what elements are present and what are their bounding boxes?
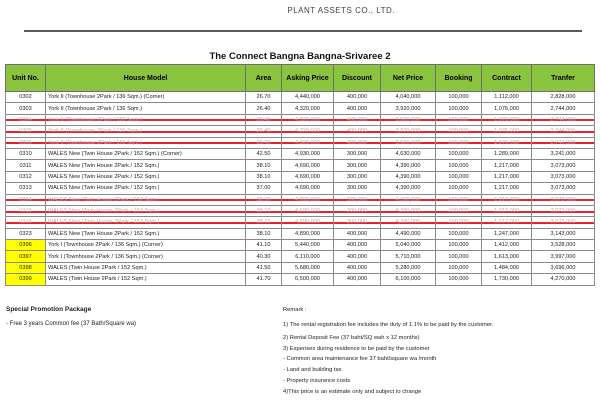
cell-discount: 300,000 — [334, 160, 381, 171]
cell-transfer: 3,997,000 — [532, 251, 595, 262]
table-row — [6, 274, 595, 285]
cell-discount: 400,000 — [334, 126, 381, 137]
cell-discount: 400,000 — [334, 114, 381, 125]
cell-contract: 1,217,000 — [482, 183, 532, 194]
remark-line: - Common area maintenance fee 37 baht/square wa /month — [283, 356, 437, 362]
col-house-model: House Model — [46, 65, 246, 92]
cell-discount: 300,000 — [334, 205, 381, 216]
cell-house-model: WALES New (Twin House 2Park / 152 Sqm.) (Corner) — [46, 148, 246, 159]
cell-asking-price: 4,690,000 — [282, 205, 334, 216]
table-row — [6, 251, 595, 262]
cell-asking-price: 4,690,000 — [282, 194, 334, 205]
remark-line: - Land and building tax — [283, 367, 342, 373]
cell-area: 41.70 — [246, 274, 282, 285]
cell-area: 26.70 — [246, 92, 282, 103]
cell-unit-no: 0316 — [6, 217, 46, 228]
cell-net-price: 3,920,000 — [381, 126, 436, 137]
cell-discount: 400,000 — [334, 228, 381, 239]
cell-net-price: 6,100,000 — [381, 274, 436, 285]
cell-house-model: WALES New (Twin House 2Park / 152 Sqm.) — [46, 228, 246, 239]
cell-transfer: 2,744,000 — [532, 103, 595, 114]
cell-asking-price: 4,930,000 — [282, 148, 334, 159]
col-transfer: Tranfer — [532, 65, 595, 92]
cell-asking-price: 6,110,000 — [282, 251, 334, 262]
cell-house-model: WALES New (Twin House 2Park / 152 Sqm.) — [46, 183, 246, 194]
col-asking-price: Asking Price — [282, 65, 334, 92]
cell-area: 37.00 — [246, 183, 282, 194]
remark-line: 3) Expenses during residence to be paid by the customer — [283, 346, 430, 352]
cell-transfer: 3,073,000 — [532, 183, 595, 194]
cell-asking-price: 4,690,000 — [282, 217, 334, 228]
company-name: PLANT ASSETS CO., LTD. — [287, 6, 395, 15]
cell-booking: 100,000 — [436, 126, 482, 137]
col-discount: Discount — [334, 65, 381, 92]
cell-contract: 1,217,000 — [482, 171, 532, 182]
cell-booking: 100,000 — [436, 194, 482, 205]
col-booking: Booking — [436, 65, 482, 92]
table-row — [6, 92, 595, 103]
cell-discount: 400,000 — [334, 103, 381, 114]
cell-area: 38.10 — [246, 205, 282, 216]
cell-booking: 100,000 — [436, 274, 482, 285]
cell-contract: 1,412,000 — [482, 240, 532, 251]
table-row — [6, 228, 595, 239]
cell-area: 42.50 — [246, 148, 282, 159]
table-row — [6, 160, 595, 171]
cell-discount: 300,000 — [334, 148, 381, 159]
cell-net-price: 5,040,000 — [381, 240, 436, 251]
cell-net-price: 5,710,000 — [381, 251, 436, 262]
cell-contract: 1,484,000 — [482, 262, 532, 273]
cell-asking-price: 4,690,000 — [282, 171, 334, 182]
cell-asking-price: 4,890,000 — [282, 228, 334, 239]
cell-unit-no: 0313 — [6, 183, 46, 194]
cell-net-price: 4,630,000 — [381, 148, 436, 159]
cell-house-model: WALES (Twin House 2Park / 152 Sqm.) — [46, 274, 246, 285]
cell-transfer: 2,744,000 — [532, 114, 595, 125]
cell-asking-price: 4,320,000 — [282, 137, 334, 148]
cell-asking-price: 4,320,000 — [282, 103, 334, 114]
table-header-row — [6, 65, 595, 92]
cell-booking: 100,000 — [436, 240, 482, 251]
cell-house-model: WALES New (Twin House 2Park / 152 Sqm.) — [46, 160, 246, 171]
cell-house-model: WALES New (Twin House 2Park / 152 Sqm.) — [46, 217, 246, 228]
remark-line: 2) Rental Deposit Fee (37 baht/SQ wah x 12 months) — [283, 335, 420, 341]
cell-booking: 100,000 — [436, 160, 482, 171]
cell-contract: 1,217,000 — [482, 160, 532, 171]
cell-transfer: 3,528,000 — [532, 240, 595, 251]
cell-booking: 100,000 — [436, 148, 482, 159]
cell-asking-price: 4,440,000 — [282, 92, 334, 103]
cell-house-model: York II (Townhouse 2Park / 136 Sqm.) — [46, 126, 246, 137]
cell-contract: 1,076,000 — [482, 126, 532, 137]
col-unit-no: Unit No. — [6, 65, 46, 92]
units-table — [5, 64, 595, 286]
cell-booking: 100,000 — [436, 217, 482, 228]
cell-unit-no: 0312 — [6, 171, 46, 182]
cell-asking-price: 4,690,000 — [282, 160, 334, 171]
col-net-price: Net Price — [381, 65, 436, 92]
cell-contract: 1,076,000 — [482, 103, 532, 114]
cell-contract: 1,217,000 — [482, 217, 532, 228]
cell-net-price: 3,920,000 — [381, 103, 436, 114]
table-row — [6, 148, 595, 159]
cell-discount: 300,000 — [334, 171, 381, 182]
cell-net-price: 4,040,000 — [381, 92, 436, 103]
cell-net-price: 4,390,000 — [381, 171, 436, 182]
cell-contract: 1,112,000 — [482, 92, 532, 103]
cell-area: 41.10 — [246, 240, 282, 251]
cell-contract: 1,613,000 — [482, 251, 532, 262]
remark-heading: Remark : — [283, 307, 307, 313]
cell-transfer: 3,241,000 — [532, 148, 595, 159]
cell-contract: 1,730,000 — [482, 274, 532, 285]
cell-net-price: 4,390,000 — [381, 205, 436, 216]
remark-line: 1) The rental registration fee includes the duty of 1.1% to be paid by the customer. — [283, 322, 494, 328]
cell-contract: 1,217,000 — [482, 194, 532, 205]
cell-transfer: 2,744,000 — [532, 126, 595, 137]
cell-area: 38.10 — [246, 228, 282, 239]
cell-area: 38.10 — [246, 217, 282, 228]
cell-discount: 300,000 — [334, 183, 381, 194]
cell-house-model: WALES New (Twin House 2Park / 152 Sqm.) — [46, 205, 246, 216]
cell-contract: 1,076,000 — [482, 137, 532, 148]
cell-discount: 300,000 — [334, 217, 381, 228]
cell-net-price: 4,390,000 — [381, 160, 436, 171]
cell-discount: 400,000 — [334, 240, 381, 251]
cell-unit-no: 0306 — [6, 137, 46, 148]
promotion-title: Special Promotion Package — [6, 306, 92, 313]
cell-contract: 1,076,000 — [482, 114, 532, 125]
promotion-item: - Free 3 years Common fee (37 Bath/Square wa) — [6, 321, 137, 327]
cell-discount: 400,000 — [334, 262, 381, 273]
cell-unit-no: 0303 — [6, 103, 46, 114]
cell-area: 26.40 — [246, 114, 282, 125]
cell-transfer: 3,073,000 — [532, 194, 595, 205]
cell-discount: 400,000 — [334, 251, 381, 262]
cell-contract: 1,217,000 — [482, 205, 532, 216]
cell-booking: 100,000 — [436, 183, 482, 194]
table-row-crossed-out — [6, 126, 595, 137]
cell-net-price: 5,280,000 — [381, 262, 436, 273]
cell-unit-no: 0399 — [6, 274, 46, 285]
table-row-crossed-out — [6, 194, 595, 205]
cell-booking: 100,000 — [436, 92, 482, 103]
cell-transfer: 3,073,000 — [532, 160, 595, 171]
cell-house-model: York I (Townhouse 2Park / 136 Sqm.) (Corner) — [46, 240, 246, 251]
cell-net-price: 4,390,000 — [381, 183, 436, 194]
table-row-crossed-out — [6, 137, 595, 148]
cell-house-model: WALES (Twin House 2Park / 152 Sqm.) — [46, 262, 246, 273]
cell-transfer: 2,744,000 — [532, 137, 595, 148]
cell-booking: 100,000 — [436, 137, 482, 148]
cell-house-model: WALES New (Twin House 2Park / 152 Sqm.) — [46, 194, 246, 205]
cell-asking-price: 4,320,000 — [282, 126, 334, 137]
cell-unit-no: 0302 — [6, 92, 46, 103]
cell-area: 26.40 — [246, 103, 282, 114]
cell-transfer: 4,270,000 — [532, 274, 595, 285]
cell-house-model: York II (Townhouse 2Park / 136 Sqm.) (Corner) — [46, 92, 246, 103]
cell-asking-price: 4,690,000 — [282, 183, 334, 194]
cell-area: 26.40 — [246, 126, 282, 137]
cell-contract: 1,289,000 — [482, 148, 532, 159]
cell-unit-no: 0397 — [6, 251, 46, 262]
cell-area: 26.40 — [246, 137, 282, 148]
cell-transfer: 3,073,000 — [532, 217, 595, 228]
cell-booking: 100,000 — [436, 171, 482, 182]
cell-area: 41.50 — [246, 262, 282, 273]
cell-transfer: 3,073,000 — [532, 205, 595, 216]
cell-transfer: 3,696,000 — [532, 262, 595, 273]
table-row-crossed-out — [6, 217, 595, 228]
cell-booking: 100,000 — [436, 114, 482, 125]
cell-transfer: 3,143,000 — [532, 228, 595, 239]
cell-asking-price: 5,440,000 — [282, 240, 334, 251]
table-row — [6, 183, 595, 194]
table-row — [6, 171, 595, 182]
cell-transfer: 3,073,000 — [532, 171, 595, 182]
cell-unit-no: 0398 — [6, 262, 46, 273]
cell-house-model: York I (Townhouse 2Park / 136 Sqm.) (Corner) — [46, 251, 246, 262]
cell-net-price: 4,490,000 — [381, 228, 436, 239]
cell-house-model: York II (Townhouse 2Park / 136 Sqm.) — [46, 114, 246, 125]
cell-booking: 100,000 — [436, 103, 482, 114]
cell-house-model: York II (Townhouse 2Park / 136 Sqm.) — [46, 103, 246, 114]
cell-discount: 300,000 — [334, 194, 381, 205]
cell-transfer: 2,828,000 — [532, 92, 595, 103]
page-title: The Connect Bangna Bangna-Srivaree 2 — [209, 51, 391, 62]
table-row-crossed-out — [6, 114, 595, 125]
cell-unit-no: 0315 — [6, 205, 46, 216]
cell-asking-price: 4,320,000 — [282, 114, 334, 125]
cell-discount: 400,000 — [334, 274, 381, 285]
cell-area: 40.30 — [246, 251, 282, 262]
cell-booking: 100,000 — [436, 205, 482, 216]
cell-unit-no: 0304 — [6, 114, 46, 125]
cell-area: 38.10 — [246, 194, 282, 205]
header-divider — [24, 30, 582, 32]
cell-house-model: York II (Townhouse 2Park / 136 Sqm.) — [46, 137, 246, 148]
cell-net-price: 3,920,000 — [381, 114, 436, 125]
cell-booking: 100,000 — [436, 228, 482, 239]
cell-discount: 400,000 — [334, 137, 381, 148]
cell-net-price: 4,390,000 — [381, 217, 436, 228]
cell-area: 38.10 — [246, 171, 282, 182]
table-row-crossed-out — [6, 205, 595, 216]
table-row — [6, 103, 595, 114]
cell-unit-no: 0314 — [6, 194, 46, 205]
cell-net-price: 3,920,000 — [381, 137, 436, 148]
cell-unit-no: 0305 — [6, 126, 46, 137]
cell-asking-price: 6,500,000 — [282, 274, 334, 285]
remark-line: - Property insurance costs — [283, 378, 351, 384]
cell-house-model: WALES New (Twin House 2Park / 152 Sqm.) — [46, 171, 246, 182]
table-row — [6, 262, 595, 273]
cell-area: 38.10 — [246, 160, 282, 171]
cell-unit-no: 0311 — [6, 160, 46, 171]
cell-unit-no: 0323 — [6, 228, 46, 239]
cell-net-price: 4,390,000 — [381, 194, 436, 205]
cell-contract: 1,247,000 — [482, 228, 532, 239]
table-row — [6, 240, 595, 251]
cell-discount: 400,000 — [334, 92, 381, 103]
col-contract: Contract — [482, 65, 532, 92]
cell-unit-no: 0310 — [6, 148, 46, 159]
remark-line: 4)This price is an estimate only and subject to change — [283, 389, 422, 395]
col-area: Area — [246, 65, 282, 92]
cell-unit-no: 0396 — [6, 240, 46, 251]
cell-booking: 100,000 — [436, 262, 482, 273]
cell-asking-price: 5,680,000 — [282, 262, 334, 273]
cell-booking: 100,000 — [436, 251, 482, 262]
